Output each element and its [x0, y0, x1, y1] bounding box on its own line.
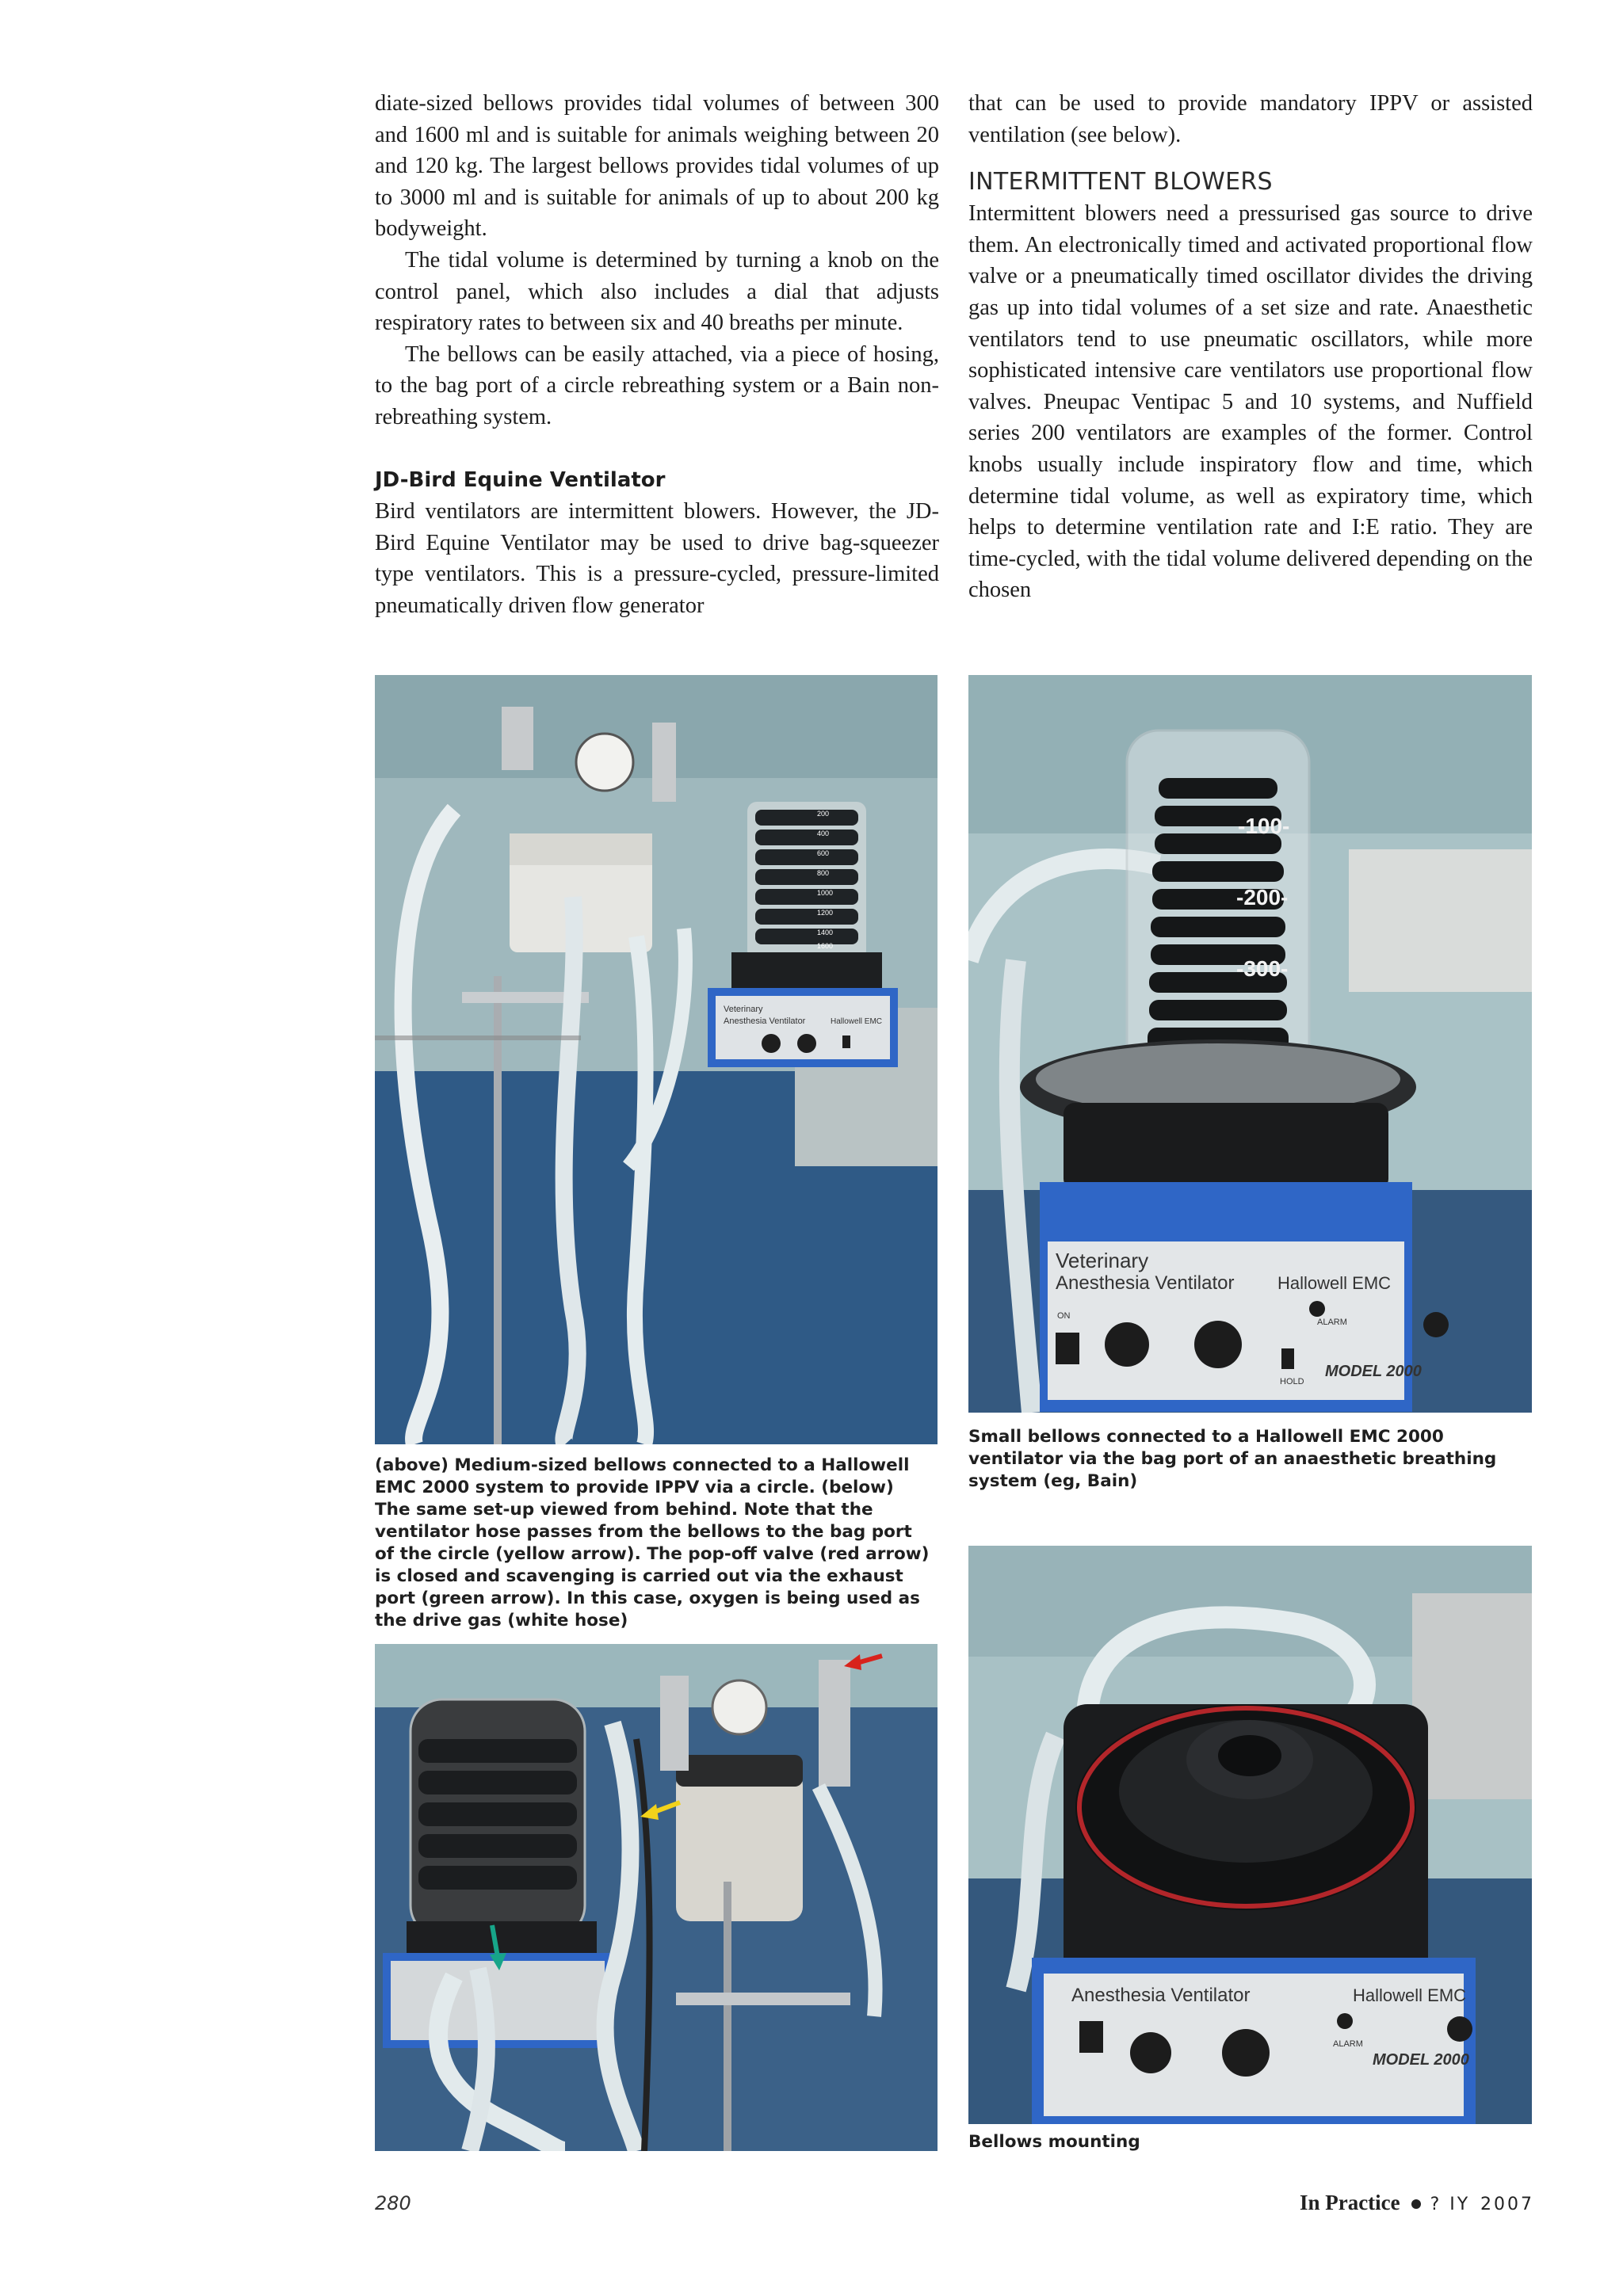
section-heading-intermittent-blowers: INTERMITTENT BLOWERS	[968, 168, 1273, 196]
left-paragraph-4: Bird ventilators are intermittent blowers. However, the JD-Bird Equine Ventilator may be used to drive bag-squeezer type ventilators. This is a pressure-cycled, pressure-limited pneumatically driven flow generator	[375, 499, 939, 618]
left-paragraph-3: The bellows can be easily attached, via a piece of hosing, to the bag port of a circle rebreathing system or a Bain non-rebreathing system.	[375, 341, 939, 429]
caption-medium-bellows: (above) Medium-sized bellows connected to a Hallowell EMC 2000 system to provide IPPV via a circle. (below) The same set-up viewed from behind. Note that the ventilator hose passes from the bellows to the bag port of the circle (yellow arrow). The pop-off valve (red arrow) is closed and scavenging is carried out via the exhaust port (green arrow). In this case, oxygen is being used as the drive gas (white hose)	[375, 1455, 930, 1630]
mount-vent-model: MODEL 2000	[1373, 2051, 1469, 2069]
medium-scale-1600: 1600	[817, 942, 834, 950]
small-vent-on: ON	[1057, 1311, 1071, 1321]
left-paragraph-1: diate-sized bellows provides tidal volumes of between 300 and 1600 ml and is suitable for animals weighing between 20 and 120 kg. The largest bellows provides tidal volumes of up to 3000 ml and is suitable for animals of up to about 200 kg bodyweight.	[375, 91, 939, 242]
photo-medium-bellows-front	[375, 675, 938, 1444]
small-vent-label-1: Veterinary	[1056, 1249, 1149, 1272]
right-text-column	[968, 88, 1533, 606]
medium-scale-400: 400	[817, 830, 830, 837]
right-paragraph-2: Intermittent blowers need a pressurised gas source to drive them. An electronically timed and activated proportional flow valve or a pneumatically timed oscillator divides the driving gas up into tidal volumes of a set size and rate. Anaesthetic ventilators tend to use pneumatic oscillators, while more sophisticated intensive care ventilators use proportional flow valves. Pneupac Ventipac 5 and 10 systems, and Nuffield series 200 ventilators are examples of the former. Control knobs usually include inspiratory flow and time, which determine tidal volume, as well as expiratory time, which helps to determine ventilation rate and I:E ratio. They are time-cycled, with the tidal volume delivered depending on the chosen	[968, 201, 1533, 603]
page-number: 280	[375, 2192, 411, 2214]
medium-vent-label-2: Anesthesia Ventilator	[724, 1016, 806, 1026]
medium-scale-1400: 1400	[817, 929, 834, 936]
photo-small-bellows	[968, 675, 1532, 1413]
small-vent-alarm: ALARM	[1317, 1318, 1347, 1327]
medium-scale-1200: 1200	[817, 909, 834, 917]
right-paragraph-1: that can be used to provide mandatory IPPV or assisted ventilation (see below).	[968, 91, 1533, 147]
medium-vent-brand: Hallowell EMC	[831, 1017, 883, 1026]
medium-scale-800: 800	[817, 869, 830, 877]
small-scale-200: -200-	[1236, 885, 1289, 910]
medium-scale-200: 200	[817, 810, 830, 818]
subheading-jd-bird: JD-Bird Equine Ventilator	[375, 467, 666, 492]
photo-bellows-mounting	[968, 1546, 1532, 2124]
photo-setup-from-behind	[375, 1644, 938, 2151]
medium-vent-label-1: Veterinary	[724, 1005, 763, 1014]
issue-year: 2007	[1480, 2195, 1534, 2214]
small-vent-label-2: Anesthesia Ventilator	[1056, 1272, 1235, 1294]
mount-vent-brand: Hallowell EMC	[1353, 1985, 1467, 2005]
small-vent-hold: HOLD	[1280, 1377, 1304, 1386]
medium-scale-600: 600	[817, 849, 830, 857]
caption-small-bellows: Small bellows connected to a Hallowell EMC 2000 ventilator via the bag port of an anaesthetic breathing system (eg, Bain)	[968, 1427, 1497, 1491]
journal-footer	[1300, 2191, 1534, 2215]
small-scale-300: -300-	[1236, 956, 1289, 981]
caption-bellows-mounting: Bellows mounting	[968, 2132, 1140, 2152]
left-paragraph-2: The tidal volume is determined by turning a knob on the control panel, which also includes a dial that adjusts respiratory rates to between six and 40 breaths per minute.	[375, 247, 939, 336]
journal-name: In Practice	[1299, 2191, 1400, 2214]
mount-vent-label-2: Anesthesia Ventilator	[1071, 1985, 1251, 2006]
medium-scale-1000: 1000	[817, 889, 834, 897]
small-vent-brand: Hallowell EMC	[1277, 1273, 1392, 1293]
left-text-column	[375, 88, 939, 622]
small-vent-model: MODEL 2000	[1325, 1363, 1422, 1380]
small-scale-100: -100-	[1238, 814, 1290, 838]
mount-vent-alarm: ALARM	[1333, 2039, 1363, 2049]
issue-month: ? IY	[1430, 2195, 1471, 2214]
bullet-dot-icon	[1411, 2199, 1421, 2209]
